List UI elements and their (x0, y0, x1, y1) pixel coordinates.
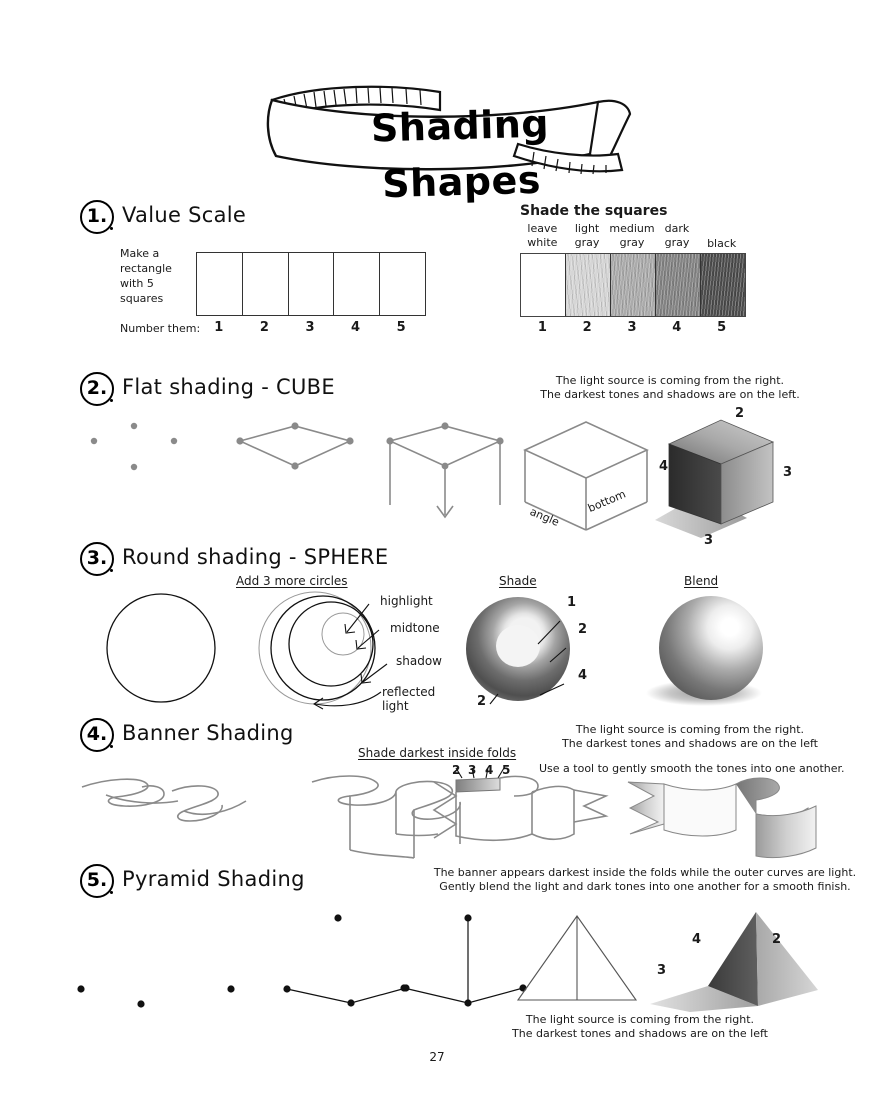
sphere-label-1: 1 (567, 595, 577, 610)
banner-caption-line-1: The light source is coming from the right. (575, 723, 805, 736)
shade-squares-heading: Shade the squares (520, 203, 668, 219)
banner-caption-line-2: The darkest tones and shadows are on the left (562, 737, 818, 750)
pyramid-caption-line-1: The light source is coming from the right. (525, 1013, 755, 1026)
cube-angle-label: angle (527, 505, 562, 529)
shaded-pyramid-diagram (650, 908, 830, 1018)
shade-number-2: 2 (582, 320, 592, 335)
shade-number-3: 3 (627, 320, 637, 335)
section-2-number: 2. (80, 372, 114, 406)
sphere-label-4: 4 (578, 668, 588, 683)
section-2-title: Flat shading - CUBE (122, 375, 335, 399)
value-cell-4[interactable] (334, 253, 380, 315)
pyramid-label-cast-shadow: 3 (657, 963, 667, 978)
value-number-5: 5 (396, 320, 406, 335)
shade-squares-numbers (520, 320, 744, 336)
cube-label-cast-shadow: 3 (704, 533, 714, 548)
section-4-number: 4. (80, 718, 114, 752)
shade-swatch-4[interactable] (656, 254, 701, 316)
shaded-sphere-diagram (462, 594, 582, 709)
make-rectangle-line-2: rectangle (120, 262, 172, 275)
shade-label-3: medium gray (609, 222, 655, 249)
shade-label-2: light gray (574, 222, 600, 249)
pyramid-caption-line-2: The darkest tones and shadows are on the left (512, 1027, 768, 1040)
value-number-3: 3 (305, 320, 315, 335)
banner-fold-number-5: 5 (502, 763, 511, 777)
cube-bottom-label: bottom (586, 487, 628, 515)
cube-step-dots (85, 410, 215, 520)
shade-squares-labels (520, 222, 744, 252)
sphere-label-2a: 2 (578, 622, 588, 637)
banner-blend-caption-line-1: The banner appears darkest inside the folds while the outer curves are light. (433, 866, 857, 879)
section-4-title: Banner Shading (122, 721, 294, 745)
section-1-title: Value Scale (122, 203, 247, 227)
sphere-blank-circle (103, 590, 223, 710)
value-cell-5[interactable] (380, 253, 425, 315)
banner-blend-caption-line-2: Gently blend the light and dark tones into one another for a smooth finish. (439, 880, 851, 893)
banner-blended-diagram (624, 778, 824, 862)
banner-fold-number-3: 3 (468, 763, 477, 777)
section-1-number: 1. (80, 200, 114, 234)
number-them-label: Number them: (120, 322, 201, 335)
sphere-callout-reflected: reflected (382, 685, 436, 699)
value-cell-1[interactable] (197, 253, 243, 315)
shade-number-1: 1 (537, 320, 547, 335)
shade-number-4: 4 (672, 320, 682, 335)
cube-caption-line-1: The light source is coming from the right. (555, 374, 785, 387)
shade-number-5: 5 (717, 320, 727, 335)
make-rectangle-line-1: Make a (120, 247, 160, 260)
sphere-callout-midtone: midtone (390, 621, 440, 635)
cube-label-left-face: 4 (659, 459, 669, 474)
value-scale-grid[interactable] (196, 252, 426, 316)
shade-swatch-2[interactable] (566, 254, 611, 316)
cube-caption-line-2: The darkest tones and shadows are on the left. (540, 388, 800, 401)
pyramid-outline-diagram (513, 908, 643, 1018)
sphere-callout-highlight: highlight (380, 594, 433, 608)
add-circles-instruction: Add 3 more circles (236, 574, 348, 588)
cube-step-top-face (232, 410, 362, 520)
make-rectangle-line-4: squares (120, 292, 164, 305)
sphere-circles-diagram (257, 586, 387, 711)
value-scale-numbers (196, 320, 424, 336)
shade-swatch-3[interactable] (611, 254, 656, 316)
blended-sphere-diagram (644, 594, 794, 712)
shade-label-1: leave white (527, 222, 558, 249)
shade-label-4: dark gray (664, 222, 690, 249)
sphere-callout-light: light (382, 699, 409, 713)
page-number: 27 (429, 1050, 445, 1064)
section-5-number: 5. (80, 864, 114, 898)
value-cell-2[interactable] (243, 253, 289, 315)
value-number-1: 1 (214, 320, 224, 335)
cube-label-right-face: 3 (783, 465, 793, 480)
page-title: Shading Shapes (370, 101, 550, 207)
value-number-2: 2 (259, 320, 269, 335)
make-rectangle-line-3: with 5 (120, 277, 154, 290)
sphere-label-2b: 2 (477, 694, 487, 709)
banner-fold-number-4: 4 (485, 763, 494, 777)
banner-shaded-diagram (428, 776, 613, 858)
shade-swatch-5[interactable] (701, 254, 745, 316)
shade-label-5: black (707, 237, 737, 250)
sphere-callout-shadow: shadow (396, 654, 442, 668)
pyramid-label-left-face: 4 (692, 932, 702, 947)
folds-instruction: Shade darkest inside folds (358, 746, 517, 760)
cube-label-top: 2 (735, 406, 745, 421)
value-number-4: 4 (351, 320, 361, 335)
value-cell-3[interactable] (289, 253, 335, 315)
pyramid-label-right-face: 2 (772, 932, 782, 947)
pyramid-step-apex (370, 905, 520, 1020)
banner-fold-number-2: 2 (452, 763, 461, 777)
banner-step-outline (80, 775, 340, 845)
cube-step-vertical-edges (382, 410, 522, 530)
shade-swatch-1[interactable] (521, 254, 566, 316)
section-3-title: Round shading - SPHERE (122, 545, 389, 569)
section-5-title: Pyramid Shading (122, 867, 305, 891)
sphere-blend-heading: Blend (684, 574, 719, 588)
shade-squares-grid[interactable] (520, 253, 746, 317)
sphere-shade-heading: Shade (499, 574, 537, 588)
blend-tool-instruction: Use a tool to gently smooth the tones into one another. (539, 762, 845, 775)
section-3-number: 3. (80, 542, 114, 576)
